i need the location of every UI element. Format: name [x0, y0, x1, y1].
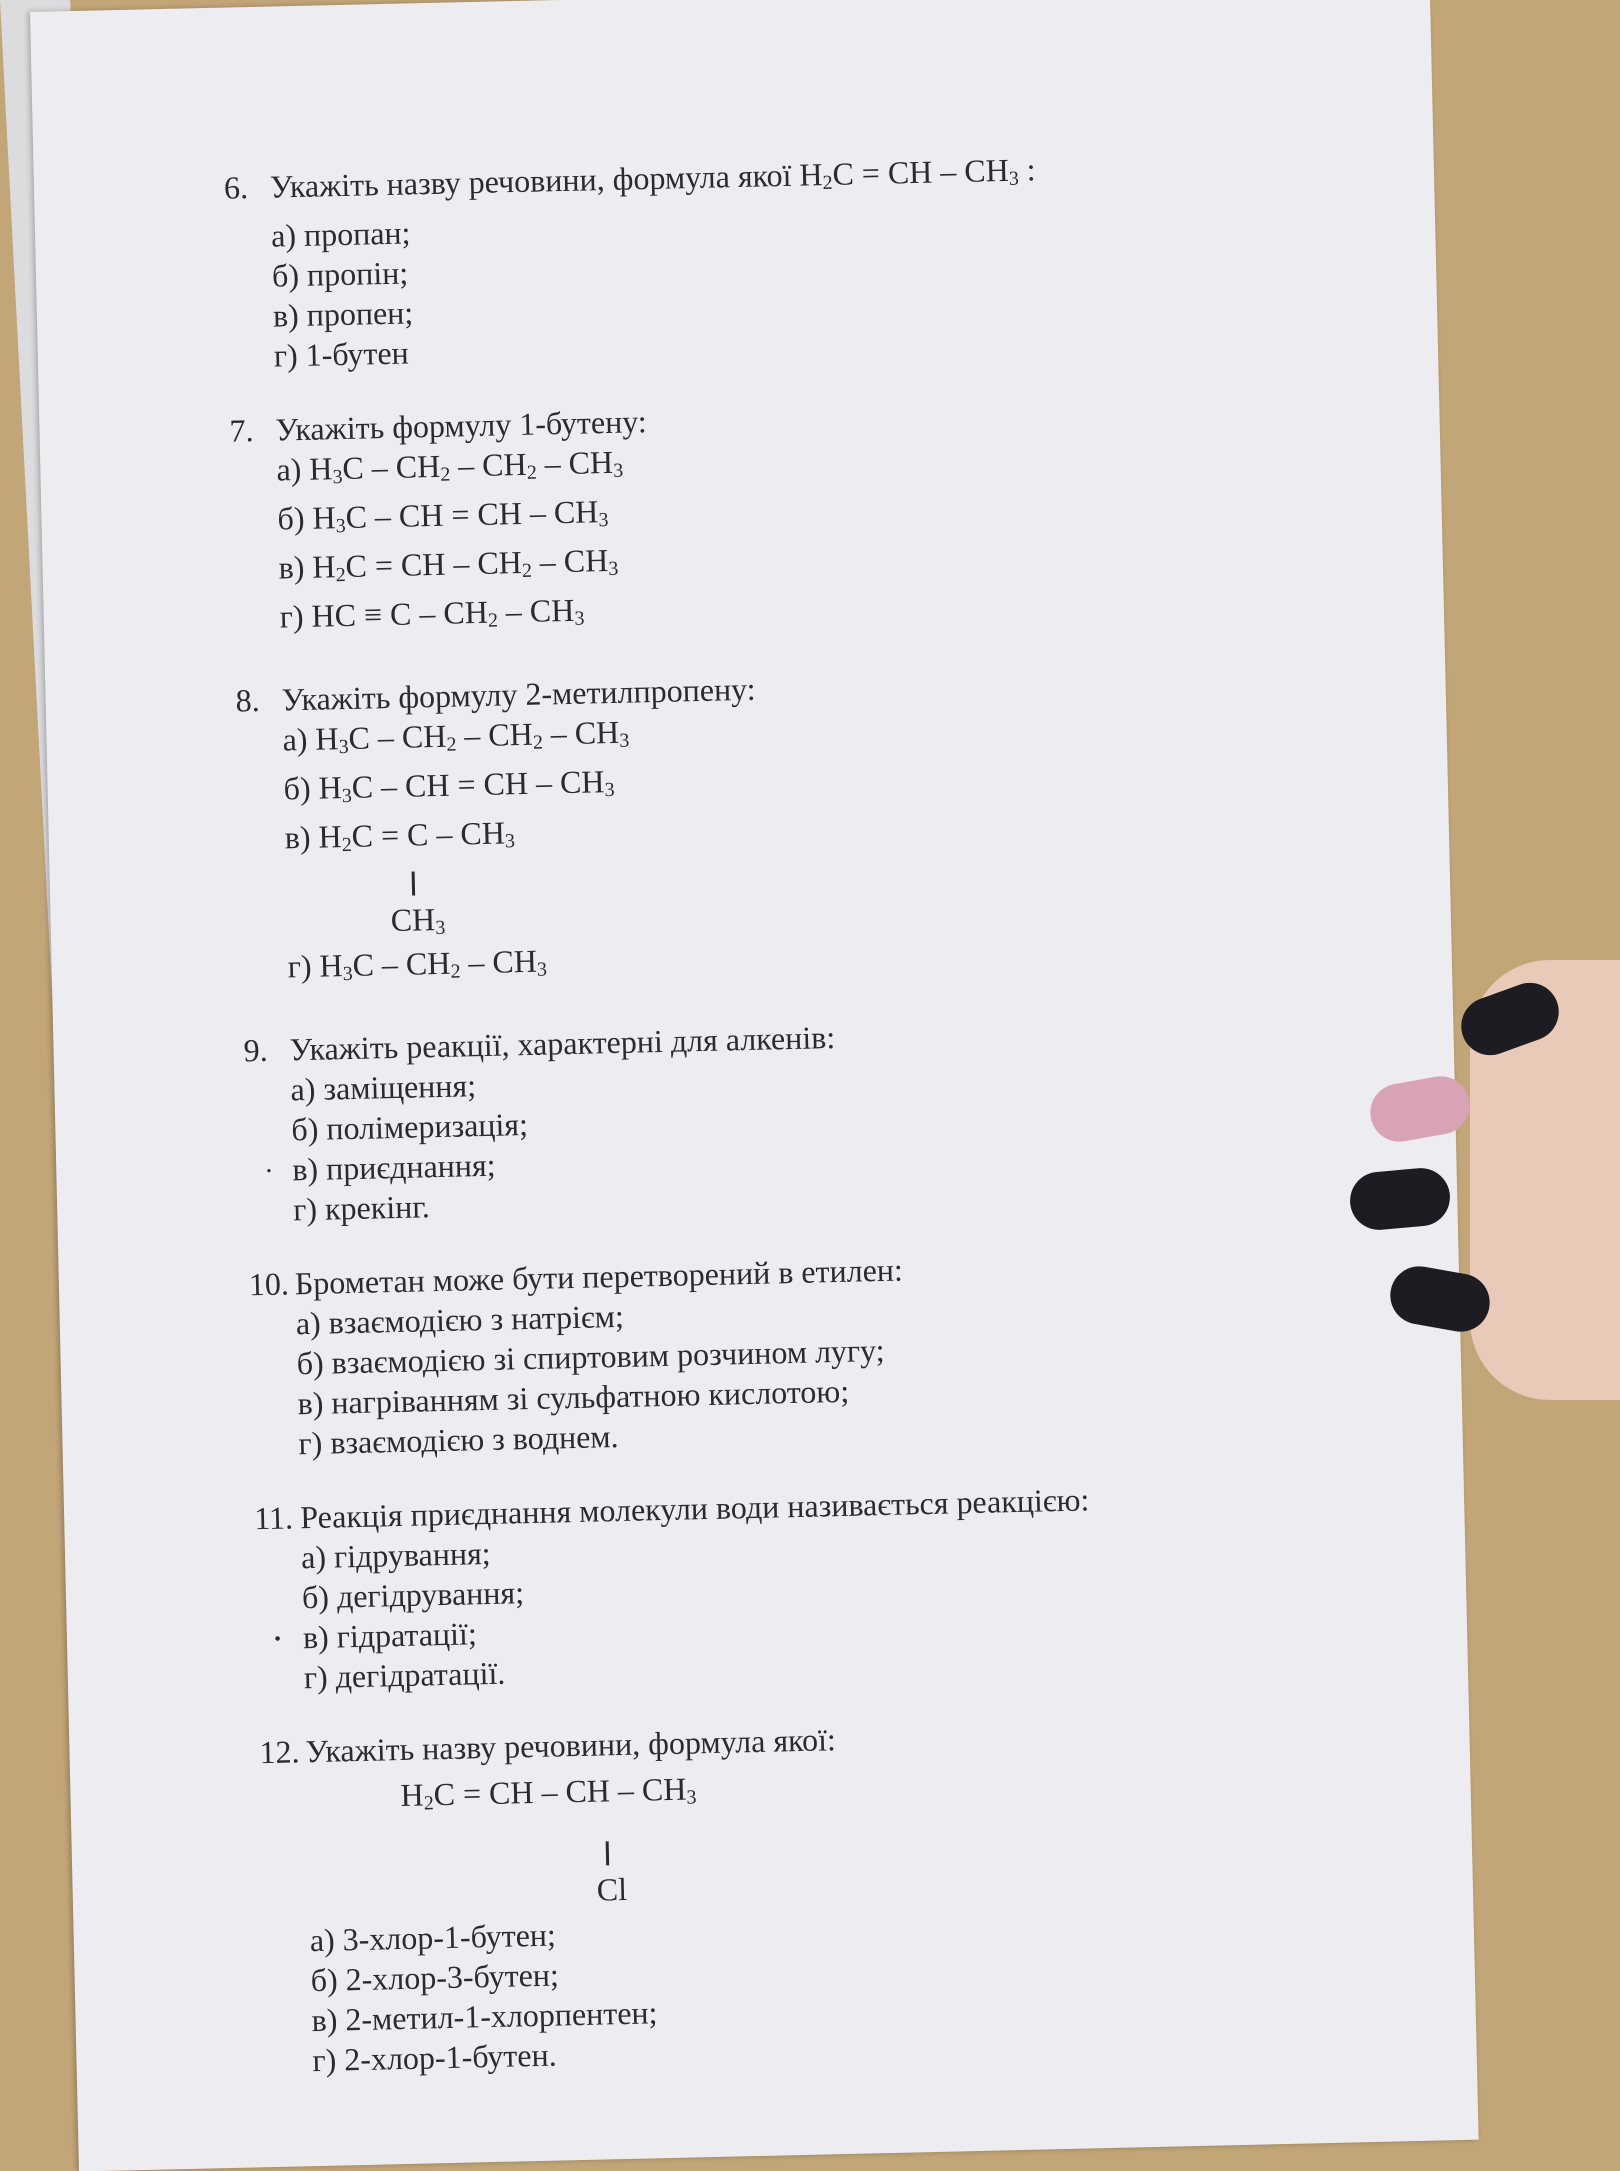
question-number: 10.	[248, 1265, 290, 1303]
bond-line	[412, 871, 416, 895]
option-c: · в) приєднання;	[246, 1125, 1347, 1190]
hand	[1470, 960, 1620, 1400]
question-number: 12.	[259, 1733, 300, 1771]
option-b: б) полімеризація;	[291, 1105, 529, 1148]
chlorine-substituent: Cl	[596, 1870, 628, 1908]
structural-formula: $H_2C$ = CH – CH – $CH_3$	[400, 1770, 697, 1815]
pencil-dot-marker: ·	[272, 1623, 283, 1655]
methyl-group: $CH_3$	[390, 901, 446, 940]
option-d: г) 1-бутен	[273, 334, 410, 374]
question-number: 7.	[229, 412, 254, 449]
option-a: а) пропан;	[270, 214, 411, 254]
option-d: г) крекінг.	[292, 1188, 431, 1228]
question-12	[259, 1707, 1367, 2081]
fingernail	[1453, 975, 1567, 1064]
option-a: а) взаємодією з натрієм;	[295, 1297, 625, 1342]
question-number: 6.	[223, 169, 249, 206]
question-6	[224, 143, 1328, 377]
option-a: а) 3-хлор-1-бутен;	[309, 1916, 557, 1959]
question-7	[229, 386, 1334, 647]
option-b: б) $H_3C$ – CH = CH – $CH_3$	[277, 493, 609, 538]
option-b: б) $H_3C$ – CH = CH – $CH_3$	[283, 763, 615, 808]
question-text: Реакція приєднання молекули води називається реакцією:	[299, 1481, 1090, 1536]
option-c: в) $H_2C = C - CH_3$	[284, 814, 516, 857]
question-text: Укажіть реакції, характерні для алкенів:	[289, 1019, 836, 1068]
question-10	[248, 1239, 1352, 1464]
option-a: а) гідрування;	[300, 1534, 491, 1576]
option-d: г) взаємодією з воднем.	[298, 1418, 619, 1462]
pencil-dot-marker: ·	[264, 1155, 275, 1187]
option-d: г) дегідратації.	[303, 1654, 506, 1696]
question-text: Укажіть назву речовини, формула якої:	[305, 1721, 837, 1770]
formula: $H_2C$ = CH – $CH_3$ :	[798, 151, 1036, 195]
option-c: · в) гідратації;	[257, 1593, 1358, 1658]
question-11	[254, 1473, 1358, 1698]
question-text: Укажіть формулу 1-бутену:	[275, 403, 648, 448]
option-c: в) $H_2C$ = CH – $CH_2 - CH_3$	[278, 542, 619, 587]
option-c: в) пропен;	[272, 294, 414, 334]
option-b: б) взаємодією зі спиртовим розчином лугу;	[296, 1331, 885, 1382]
option-b: б) пропін;	[271, 254, 409, 294]
question-text: Укажіть формулу 2-метилпропену:	[281, 670, 756, 718]
question-text: Укажіть назву речовини, формула якої	[269, 156, 800, 205]
option-c: в) нагріванням зі сульфатною кислотою;	[297, 1372, 850, 1422]
question-number: 8.	[235, 681, 261, 719]
question-8	[235, 656, 1342, 997]
bond-line	[606, 1841, 610, 1865]
question-9	[243, 1005, 1347, 1230]
option-d: г) 2-хлор-1-бутен.	[312, 2036, 557, 2079]
questions-list	[224, 143, 1368, 2115]
worksheet-page	[30, 0, 1479, 2171]
option-a: а) $H_3C - CH_2 - CH_2 - CH_3$	[282, 713, 630, 759]
option-a: а) заміщення;	[290, 1067, 477, 1108]
option-c: в) 2-метил-1-хлорпентен;	[311, 1994, 658, 2039]
question-text: Брометан може бути перетворений в етилен:	[294, 1251, 904, 1302]
option-a: а) $H_3C - CH_2 - CH_2 - CH_3$	[276, 443, 624, 489]
option-b: б) 2-хлор-3-бутен;	[310, 1956, 560, 1999]
question-number: 11.	[253, 1499, 294, 1537]
option-b: б) дегідрування;	[301, 1574, 525, 1616]
option-d: г) $H_3C - CH_2 - CH_3$	[287, 942, 548, 986]
option-d: г) HC ≡ C – $CH_2 - CH_3$	[279, 591, 585, 635]
question-number: 9.	[243, 1031, 269, 1069]
